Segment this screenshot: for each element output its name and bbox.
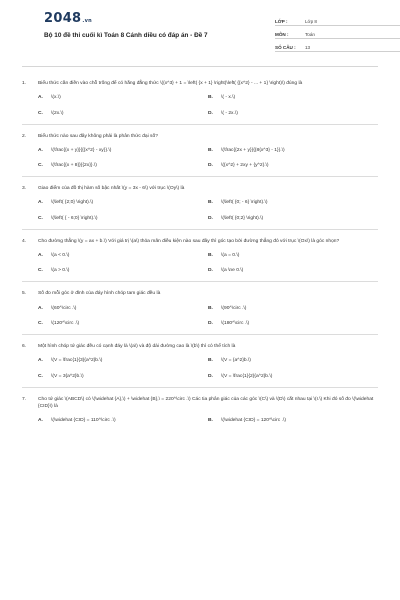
option-letter: C. <box>38 163 43 169</box>
question-divider <box>22 229 378 230</box>
answer-options <box>22 200 378 221</box>
answer-options <box>22 358 378 379</box>
option-letter: C. <box>38 215 43 221</box>
answer-option[interactable] <box>208 268 378 273</box>
answer-options <box>22 148 378 169</box>
option-text: \(\frac{{x + 8}}{{2x}}.\) <box>51 163 97 169</box>
option-text: \(2x.\) <box>51 110 64 116</box>
answer-option[interactable] <box>38 374 208 379</box>
question-number: 2. <box>22 133 27 139</box>
meta-value: 13 <box>305 44 311 50</box>
option-text: \({x^2} + 2xy + {y^2}.\) <box>221 163 269 169</box>
question-text <box>22 290 378 297</box>
question-text <box>22 80 378 87</box>
option-letter: D. <box>208 110 213 116</box>
option-letter: D. <box>208 321 213 327</box>
answer-option[interactable] <box>208 216 378 221</box>
question-stem: Giao điểm của đồ thị hàm số bậc nhất \(y = 3x - 6\) với trục \(Oy\) là <box>38 186 185 192</box>
question-number: 6. <box>22 344 27 350</box>
meta-label: LỚP : <box>275 18 288 24</box>
question-divider <box>22 387 378 388</box>
meta-label: MÔN : <box>275 31 289 37</box>
option-letter: D. <box>208 268 213 274</box>
option-text: \(a > 0.\) <box>51 268 70 274</box>
option-text: \(V = \frac{1}{3}{a^2}b.\) <box>51 358 103 364</box>
option-text: \(\widehat {CID} = 120^\circ .\) <box>221 417 286 423</box>
logo-sub: .vn <box>82 18 93 24</box>
question-text <box>22 396 378 410</box>
option-letter: B. <box>208 417 213 423</box>
option-letter: D. <box>208 373 213 379</box>
option-text: \(a < 0.\) <box>51 252 70 258</box>
answer-option[interactable] <box>208 253 378 258</box>
question-stem: Biểu thức cần điền vào chỗ trống để có hằng đẳng thức \({x^3} + 1 = \left( {x + 1} \right)\left( {{x^2} - ... + 1} \right)\) đúng là <box>38 81 303 86</box>
meta-value: Toán <box>305 31 315 37</box>
option-letter: A. <box>38 147 43 153</box>
question-item <box>22 80 378 125</box>
option-letter: A. <box>38 252 43 258</box>
option-letter: D. <box>208 163 213 169</box>
option-text: \(90^\circ .\) <box>221 305 247 311</box>
logo-main: 2048 <box>44 11 82 26</box>
question-text <box>22 343 378 350</box>
question-item <box>22 343 378 388</box>
answer-option[interactable] <box>208 418 378 423</box>
meta-value: Lớp 8 <box>305 18 317 24</box>
meta-row <box>275 39 400 52</box>
option-letter: C. <box>38 321 43 327</box>
option-letter: A. <box>38 200 43 206</box>
option-letter: C. <box>38 268 43 274</box>
option-letter: B. <box>208 95 213 101</box>
option-text: \(\left( {2;0} \right).\) <box>51 200 94 206</box>
question-item <box>22 133 378 178</box>
answer-option[interactable] <box>208 200 378 205</box>
answer-options <box>22 418 378 423</box>
question-stem: Số đo mỗi góc ở đỉnh của đáy hình chóp tam giác đều là <box>38 291 161 297</box>
question-number: 4. <box>22 238 27 244</box>
option-text: \(a = 0.\) <box>221 252 240 258</box>
option-letter: B. <box>208 305 213 311</box>
exam-meta <box>275 13 400 52</box>
answer-option[interactable] <box>208 374 378 379</box>
question-divider <box>22 281 378 282</box>
option-letter: B. <box>208 147 213 153</box>
question-number: 7. <box>22 396 27 402</box>
answer-options <box>22 253 378 274</box>
meta-row <box>275 26 400 39</box>
option-text: \(a \ne 0.\) <box>221 268 244 274</box>
site-logo[interactable] <box>44 11 92 26</box>
question-text <box>22 133 378 140</box>
option-letter: D. <box>208 215 213 221</box>
answer-option[interactable] <box>208 148 378 153</box>
option-text: \(\left( {0; - 6} \right).\) <box>221 200 268 206</box>
answer-options <box>22 95 378 116</box>
question-number: 5. <box>22 291 27 297</box>
answer-option[interactable] <box>38 148 208 153</box>
answer-option[interactable] <box>208 95 378 100</box>
meta-row <box>275 13 400 26</box>
answer-option[interactable] <box>38 111 208 116</box>
option-text: \(\frac{{x + y}}{{{x^2} - xy}}.\) <box>51 147 112 153</box>
answer-option[interactable] <box>38 216 208 221</box>
option-letter: A. <box>38 417 43 423</box>
option-text: \(V = {a^2}b.\) <box>221 358 251 364</box>
option-text: \(\widehat {CID} = 110^\circ .\) <box>51 417 116 423</box>
question-text <box>22 185 378 192</box>
answer-option[interactable] <box>38 253 208 258</box>
exam-header <box>22 0 378 64</box>
option-letter: C. <box>38 110 43 116</box>
answer-option[interactable] <box>38 306 208 311</box>
answer-option[interactable] <box>208 358 378 363</box>
answer-option[interactable] <box>208 321 378 326</box>
question-stem: Cho đường thẳng \(y = ax + b.\) Với giá trị \(a\) thỏa mãn điều kiện nào sau đây thì góc tạo bởi đường thẳng đó với trục \(Ox\) là góc nhọn? <box>38 238 340 244</box>
option-letter: A. <box>38 95 43 101</box>
option-text: \(V = 3{a^2}b.\) <box>51 373 84 379</box>
option-letter: A. <box>38 358 43 364</box>
question-divider <box>22 124 378 125</box>
question-item <box>22 238 378 283</box>
option-letter: B. <box>208 358 213 364</box>
answer-option[interactable] <box>38 268 208 273</box>
option-text: \(180^\circ .\) <box>221 321 250 327</box>
option-letter: B. <box>208 200 213 206</box>
question-stem: Một hình chóp tứ giác đều có cạnh đáy là \(a\) và độ dài đường cao là \(b\) thì có thể tích là <box>38 344 236 350</box>
answer-option[interactable] <box>38 358 208 363</box>
question-item <box>22 185 378 230</box>
answer-option[interactable] <box>208 163 378 168</box>
option-text: \(V = \frac{1}{2}{a^2}b.\) <box>221 373 273 379</box>
question-item <box>22 290 378 335</box>
question-divider <box>22 176 378 177</box>
option-letter: C. <box>38 373 43 379</box>
question-number: 1. <box>22 81 27 86</box>
answer-option[interactable] <box>38 321 208 326</box>
question-text <box>22 238 378 245</box>
page-title: Bộ 10 đề thi cuối kì Toán 8 Cánh diều có đáp án - Đề 7 <box>44 32 208 39</box>
answer-option[interactable] <box>208 306 378 311</box>
option-text: \(60^\circ .\) <box>51 305 77 311</box>
answer-option[interactable] <box>38 200 208 205</box>
option-text: \(\left( {0;2} \right).\) <box>221 215 264 221</box>
question-stem: Biểu thức nào sau đây không phải là phân thức đại số? <box>38 133 158 139</box>
option-text: \(\left( { - 6;0} \right).\) <box>51 215 98 221</box>
option-text: \(120^\circ .\) <box>51 321 80 327</box>
header-divider <box>22 66 378 67</box>
answer-option[interactable] <box>208 111 378 116</box>
option-letter: A. <box>38 305 43 311</box>
question-item <box>22 396 378 423</box>
meta-label: SỐ CÂU : <box>275 44 296 50</box>
answer-option[interactable] <box>38 95 208 100</box>
answer-option[interactable] <box>38 163 208 168</box>
question-number: 3. <box>22 186 27 192</box>
option-text: \( - x.\) <box>221 95 236 101</box>
question-list <box>22 80 378 423</box>
question-stem: Cho tứ giác \(ABCD\) có \(\widehat {A},\) + \widehat {B},\ = 220^\circ .\) Các tia phân giác của các góc \(C\) và \(D\) cắt nhau tại \(I.\) Khi đó số đo \(\widehat {CID}\) là <box>38 396 374 409</box>
option-text: \(x.\) <box>51 95 61 101</box>
answer-options <box>22 306 378 327</box>
option-text: \(\frac{{2x + y}}{{8{x^3} - 1}}.\) <box>221 147 285 153</box>
option-letter: B. <box>208 252 213 258</box>
option-text: \( - 2x.\) <box>221 110 238 116</box>
question-divider <box>22 334 378 335</box>
answer-option[interactable] <box>38 418 208 423</box>
